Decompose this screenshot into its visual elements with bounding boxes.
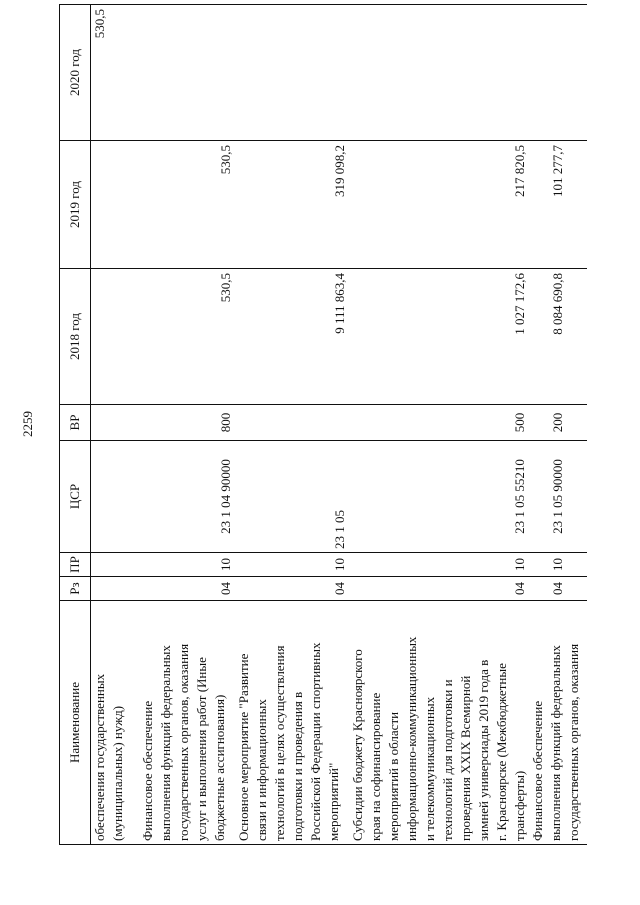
header-rz: Рз	[60, 577, 91, 601]
row-pr: 10	[139, 553, 235, 577]
row-pr: 10	[349, 553, 529, 577]
row-name-line: Финансовое обеспечение	[140, 700, 155, 841]
header-row	[60, 5, 91, 845]
table-row	[529, 5, 587, 845]
row-name-line: выполнения функций федеральных	[158, 645, 173, 841]
row-rz	[91, 577, 140, 601]
row-name-line: информационно-коммуникационных	[404, 636, 419, 841]
row-2018	[91, 269, 140, 405]
row-name	[529, 601, 587, 845]
row-2019: 217 820,5	[349, 141, 529, 269]
row-name-line: связи и информационных	[254, 699, 269, 841]
header-vr: ВР	[60, 405, 91, 441]
row-name-line: выполнения функций федеральных	[548, 645, 563, 841]
header-2018: 2018 год	[60, 269, 91, 405]
row-pr: 10	[235, 553, 349, 577]
row-name-line: проведения XXIX Всемирной	[458, 675, 473, 841]
row-name-line: г. Красноярске (Межбюджетные	[494, 663, 509, 841]
row-name-line: (муниципальных) нужд)	[110, 705, 125, 841]
row-name-line: государственных органов, оказания	[176, 643, 191, 841]
row-name-line: технологий для подготовки и	[440, 679, 455, 841]
budget-table	[59, 4, 587, 845]
row-name	[235, 601, 349, 845]
row-csr: 23 1 05 90000	[529, 441, 587, 553]
row-2020: 530,5	[91, 5, 140, 141]
row-rz: 04	[349, 577, 529, 601]
row-vr: 800	[139, 405, 235, 441]
row-name-line: государственных органов, оказания	[566, 643, 581, 841]
row-csr	[91, 441, 140, 553]
row-csr: 23 1 05 55210	[349, 441, 529, 553]
row-vr: 500	[349, 405, 529, 441]
row-vr: 200	[529, 405, 587, 441]
row-vr	[91, 405, 140, 441]
row-rz: 04	[235, 577, 349, 601]
header-pr: ПР	[60, 553, 91, 577]
row-name-line: технологий в целях осуществления	[272, 645, 287, 841]
header-2020: 2020 год	[60, 5, 91, 141]
row-name-line: Субсидии бюджету Красноярского	[350, 649, 365, 841]
row-2018: 1 027 172,6	[349, 269, 529, 405]
row-rz: 04	[529, 577, 587, 601]
row-2018: 530,5	[139, 269, 235, 405]
row-name	[139, 601, 235, 845]
row-name-line: края на софинансирование	[368, 692, 383, 841]
row-name-line: мероприятий"	[326, 762, 341, 841]
row-2018: 8 084 690,8	[529, 269, 587, 405]
row-2019: 319 098,2	[235, 141, 349, 269]
page-number: 2259	[20, 411, 35, 437]
row-csr: 23 1 05	[235, 441, 349, 553]
row-name-line: бюджетные ассигнования)	[212, 694, 227, 841]
row-2018: 9 111 863,4	[235, 269, 349, 405]
table-row	[91, 5, 140, 845]
header-2019: 2019 год	[60, 141, 91, 269]
rotated-table-page	[59, 5, 629, 845]
row-name-line: подготовки и проведения в	[290, 691, 305, 841]
row-2020	[235, 5, 349, 141]
row-name	[91, 601, 140, 845]
row-2019	[91, 141, 140, 269]
row-csr: 23 1 04 90000	[139, 441, 235, 553]
row-pr: 10	[529, 553, 587, 577]
row-name-line: Финансовое обеспечение	[530, 700, 545, 841]
row-pr	[91, 553, 140, 577]
row-name-line: трансферты)	[512, 770, 527, 841]
table-row	[349, 5, 529, 845]
row-name-line: услуг и выполнения работ (Иные	[194, 657, 209, 841]
row-2020	[529, 5, 587, 141]
row-2020	[349, 5, 529, 141]
row-name-line: и телекоммуникационных	[422, 696, 437, 841]
row-2019: 101 277,7	[529, 141, 587, 269]
table-row	[139, 5, 235, 845]
table-row	[235, 5, 349, 845]
row-2020	[139, 5, 235, 141]
header-name: Наименование	[60, 601, 91, 845]
row-name-line: обеспечения государственных	[92, 673, 107, 841]
row-name	[349, 601, 529, 845]
row-name-line: мероприятий в области	[386, 711, 401, 841]
row-name-line: зимней универсиады 2019 года в	[476, 659, 491, 841]
row-vr	[235, 405, 349, 441]
row-name-line: Основное мероприятие "Развитие	[236, 653, 251, 841]
row-rz: 04	[139, 577, 235, 601]
header-csr: ЦСР	[60, 441, 91, 553]
row-2019: 530,5	[139, 141, 235, 269]
row-name-line: Российской Федерации спортивных	[308, 642, 323, 841]
